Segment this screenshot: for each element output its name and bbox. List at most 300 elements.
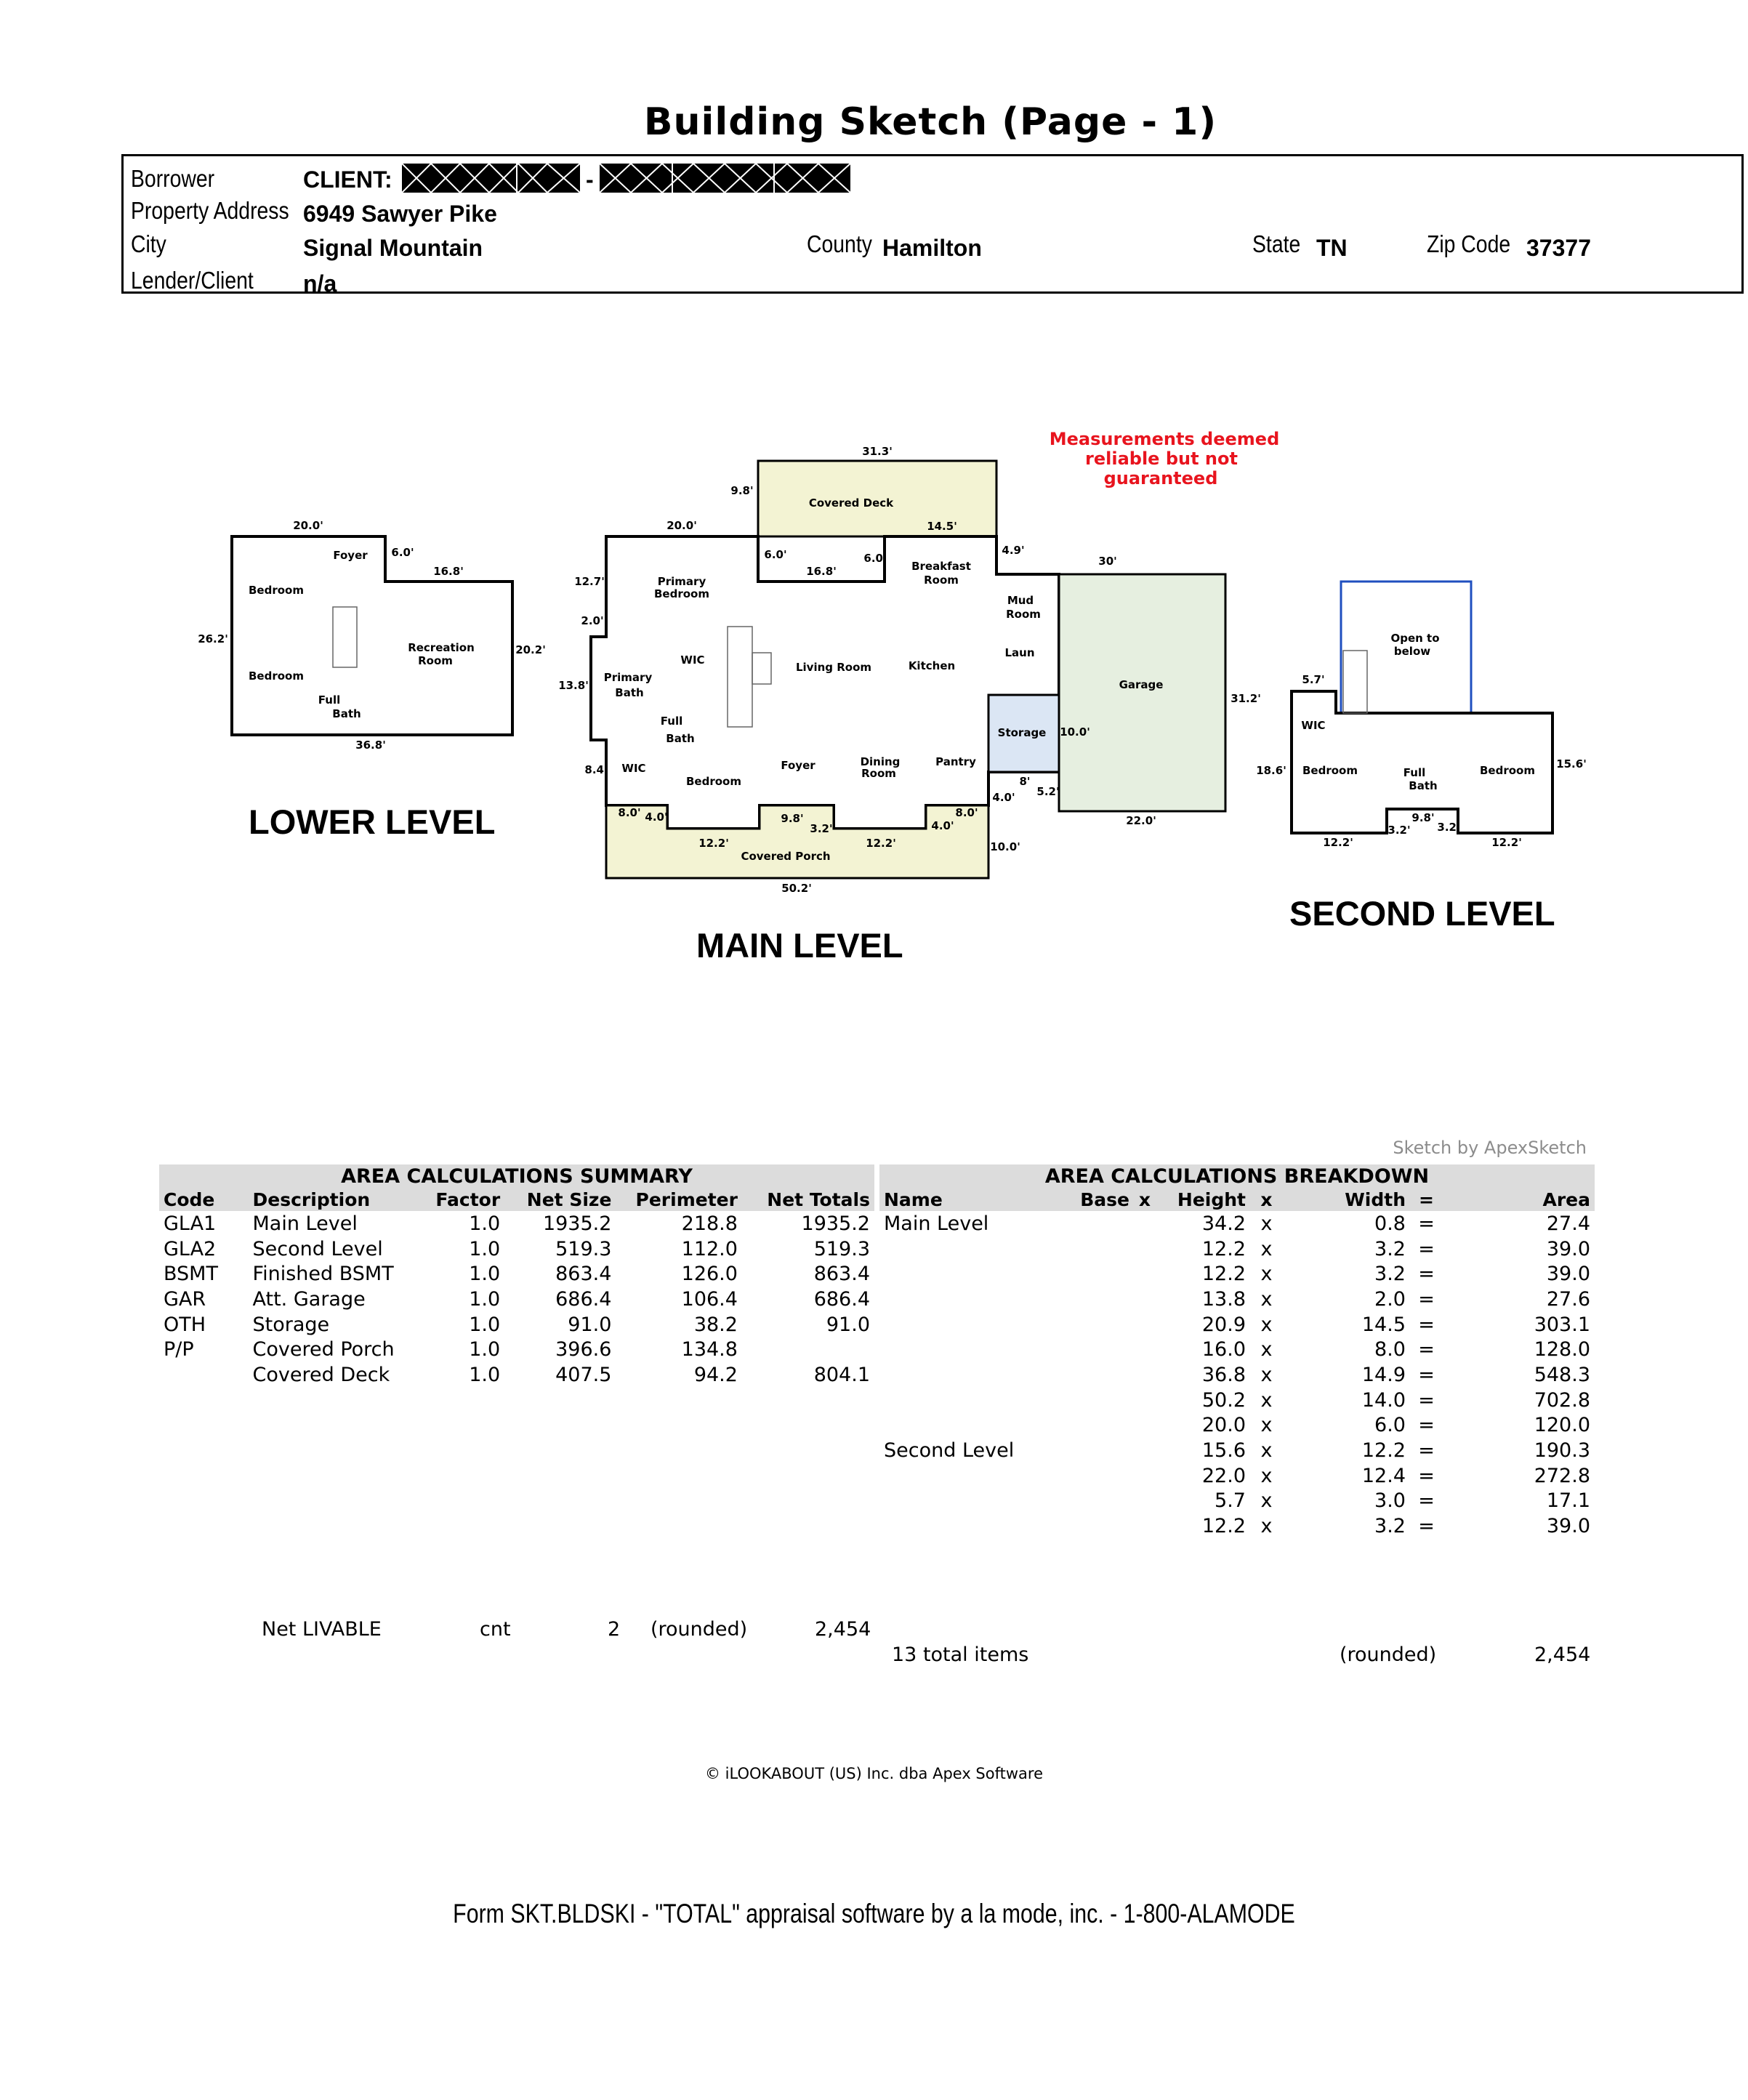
table-cell: x [1260,1489,1273,1513]
table-cell [879,1513,1076,1539]
address-label: Property Address [131,197,289,224]
table-cell: 686.4 [555,1287,612,1311]
table-cell: Finished BSMT [252,1263,394,1286]
table-cell [159,1362,249,1388]
column-header: Base [1076,1188,1134,1211]
table-cell: x [1260,1263,1273,1286]
state-label: State [1252,230,1301,257]
table-cell: 272.8 [1534,1464,1590,1487]
summary-caption: AREA CALCULATIONS SUMMARY [159,1164,874,1188]
zip-label: Zip Code [1427,230,1511,257]
room-label: Full [318,693,341,707]
county-value: Hamilton [882,235,982,261]
net-livable-label: Net LIVABLE [262,1618,382,1641]
table-cell [1076,1362,1134,1388]
table-cell: 8.0 [1374,1338,1406,1361]
table-cell: 39.0 [1546,1237,1590,1260]
room-label: Recreation [408,641,475,654]
table-cell: x [1260,1464,1273,1487]
table-cell: 1.0 [469,1287,501,1311]
table-cell: Storage [252,1313,330,1336]
dimension-label: 16.8' [806,565,837,578]
room-label: Room [1006,608,1041,621]
table-cell: = [1418,1313,1435,1336]
dimension-label: 30' [1098,555,1117,568]
table-row [879,1337,1595,1362]
total-items: 13 total items [892,1644,1029,1666]
table-cell: = [1418,1489,1435,1513]
lower-level-label: LOWER LEVEL [249,802,496,841]
room-label: Room [861,767,896,780]
county-label: County [807,230,872,257]
table-cell [1076,1261,1134,1287]
table-row [879,1513,1595,1539]
table-cell: 1.0 [469,1313,501,1336]
dimension-label: 10.0' [990,840,1020,853]
table-cell: OTH [164,1313,206,1336]
table-cell: = [1418,1287,1435,1311]
table-cell: Second Level [884,1439,1015,1463]
table-cell: 15.6 [1201,1439,1246,1463]
copyright-notice: © iLOOKABOUT (US) Inc. dba Apex Software [704,1765,1043,1782]
table-cell: x [1260,1237,1273,1260]
room-label: Room [418,654,453,667]
table-cell: = [1418,1515,1435,1538]
dimension-label: 12.2' [1323,836,1353,849]
dimension-label: 8.0' [618,806,641,819]
table-cell: 1.0 [469,1338,501,1361]
room-label: Bath [666,732,695,745]
table-cell [1134,1413,1156,1439]
table-cell: Covered Deck [252,1363,390,1386]
column-header: Area [1443,1188,1595,1211]
table-cell: 34.2 [1201,1212,1246,1235]
table-cell: x [1260,1439,1273,1463]
dimension-label: 10.0' [1060,725,1090,739]
table-cell: 1.0 [469,1212,501,1235]
table-row [159,1261,874,1287]
column-header: Net Size [504,1188,616,1211]
dimension-label: 8.0' [955,806,978,819]
table-cell: 14.5 [1361,1313,1406,1336]
city-value: Signal Mountain [303,235,483,261]
table-row [879,1489,1595,1514]
table-cell: 3.2 [1374,1237,1406,1260]
disclaimer-line: reliable but not [1085,448,1238,469]
room-label: Garage [1119,678,1164,691]
table-cell: x [1260,1515,1273,1538]
table-cell [879,1388,1076,1413]
table-cell [879,1463,1076,1489]
table-cell: 1.0 [469,1237,501,1260]
dimension-label: 22.0' [1126,814,1156,827]
form-footer [0,1899,1748,1929]
table-cell: 13.8 [1201,1287,1246,1311]
table-cell [1076,1489,1134,1514]
column-header: Width [1283,1188,1410,1211]
table-cell: = [1418,1388,1435,1412]
table-cell [1076,1287,1134,1312]
table-cell: 38.2 [693,1313,738,1336]
column-header: Factor [431,1188,504,1211]
table-cell: x [1260,1313,1273,1336]
room-label: WIC [621,762,646,775]
table-cell: 3.2 [1374,1515,1406,1538]
column-header: x [1250,1188,1283,1211]
table-cell: 3.2 [1374,1263,1406,1286]
table-cell: 36.8 [1201,1363,1246,1386]
table-cell: Att. Garage [252,1287,366,1311]
table-cell [1134,1362,1156,1388]
table-cell: x [1260,1338,1273,1361]
room-label: Covered Deck [808,496,894,510]
dimension-label: 5.7' [1302,673,1325,686]
table-cell: 303.1 [1534,1313,1590,1336]
sketch-credit: Sketch by ApexSketch [1393,1138,1587,1158]
table-cell: Main Level [884,1212,989,1235]
table-cell: 94.2 [693,1363,738,1386]
table-cell [1134,1438,1156,1463]
breakdown-rounded-label: (rounded) [1340,1644,1437,1666]
table-cell: 5.7 [1215,1489,1246,1513]
net-total: 2,454 [815,1618,871,1641]
lender-label: Lender/Client [131,267,254,294]
table-cell: GLA2 [164,1237,217,1260]
room-label: Bedroom [654,587,709,600]
table-cell: 218.8 [681,1212,738,1235]
table-cell [879,1489,1076,1514]
table-cell: 804.1 [813,1363,870,1386]
table-cell: 12.2 [1361,1439,1406,1463]
table-cell [1076,1236,1134,1262]
zip-value: 37377 [1526,235,1591,261]
table-cell: 12.2 [1201,1263,1246,1286]
table-row [879,1388,1595,1413]
dimension-label: 4.0' [931,819,954,832]
table-row [879,1287,1595,1312]
table-row [159,1211,874,1236]
table-cell: 128.0 [1534,1338,1590,1361]
city-label: City [131,230,166,257]
table-cell: x [1260,1363,1273,1386]
dimension-label: 2.0' [581,614,604,627]
table-cell [1076,1413,1134,1439]
table-row [159,1236,874,1262]
room-label: Dining [860,755,901,768]
table-cell: 27.4 [1546,1212,1590,1235]
room-label: Full [660,715,683,728]
garage-area [1059,574,1225,811]
table-cell [879,1337,1076,1362]
table-cell: 519.3 [813,1237,870,1260]
table-cell: 190.3 [1534,1439,1590,1463]
table-row [879,1261,1595,1287]
table-cell: GLA1 [164,1212,217,1235]
table-row [159,1287,874,1312]
dimension-label: 31.3' [862,445,893,458]
column-header: Net Totals [742,1188,874,1211]
dimension-label: 4.0' [645,810,668,824]
main-level-label: MAIN LEVEL [696,926,903,965]
dimension-label: 12.2' [866,837,896,850]
breakdown-caption: AREA CALCULATIONS BREAKDOWN [879,1164,1595,1188]
table-cell: 134.8 [681,1338,738,1361]
table-cell: Covered Porch [252,1338,395,1361]
state-value: TN [1316,235,1348,261]
dimension-label: 20.0' [666,519,697,532]
table-cell: 22.0 [1201,1464,1246,1487]
dimension-label: 3.2' [1437,821,1460,834]
dimension-label: 9.8' [1411,811,1435,824]
dimension-label: 12.2' [698,837,729,850]
dimension-label: 9.8' [781,812,804,825]
table-cell: 12.4 [1361,1464,1406,1487]
dimension-label: 6.0' [863,552,887,565]
disclaimer-line: guaranteed [1103,468,1218,488]
table-cell: 1935.2 [542,1212,612,1235]
dimension-label: 50.2' [781,882,812,895]
area-breakdown-table [879,1164,1595,1539]
dimension-label: 15.6' [1556,757,1587,771]
table-cell: P/P [164,1338,194,1361]
table-row [879,1312,1595,1337]
room-label: Primary [657,575,706,588]
net-count-label: cnt [480,1618,511,1641]
room-label: Bedroom [249,669,304,683]
dimension-label: 12.2' [1491,836,1522,849]
column-header: Height [1156,1188,1250,1211]
dimension-label: 36.8' [355,739,386,752]
room-label: Foyer [333,549,368,562]
room-label: Laun [1004,646,1035,659]
table-cell: 106.4 [681,1287,738,1311]
net-rounded-label: (rounded) [651,1618,748,1641]
table-cell [879,1362,1076,1388]
column-header: Description [249,1188,432,1211]
room-label: Bath [615,686,644,699]
room-label: Pantry [935,755,976,768]
room-label: Bath [332,707,361,720]
table-cell: x [1260,1287,1273,1311]
room-label: Foyer [781,759,815,772]
dimension-label: 20.2' [515,643,546,656]
room-label: Kitchen [908,659,956,672]
table-cell [1134,1463,1156,1489]
room-label: Bedroom [686,775,741,788]
table-cell [879,1261,1076,1287]
lower-level-outline [232,536,512,735]
table-cell: 702.8 [1534,1388,1590,1412]
table-cell: 17.1 [1546,1489,1590,1513]
column-header: Perimeter [616,1188,742,1211]
dimension-label: 4.0' [992,791,1015,804]
table-cell [1076,1312,1134,1337]
dimension-label: 12.7' [574,575,605,588]
room-label: Open to [1390,632,1440,645]
table-cell [1076,1463,1134,1489]
table-cell: 1.0 [469,1363,501,1386]
table-cell: x [1260,1212,1273,1235]
table-cell [1076,1513,1134,1539]
table-cell: 112.0 [681,1237,738,1260]
table-cell: 39.0 [1546,1515,1590,1538]
borrower-separator: - [586,166,594,193]
room-label: Primary [603,671,653,684]
room-label: WIC [680,653,705,667]
lender-value: n/a [303,270,337,297]
table-cell: 91.0 [568,1313,612,1336]
table-cell: 407.5 [555,1363,612,1386]
table-cell: 0.8 [1374,1212,1406,1235]
dimension-label: 31.2' [1231,692,1261,705]
table-cell [1134,1513,1156,1539]
borrower-value: CLIENT: [303,166,392,193]
room-label: Bedroom [249,584,304,597]
table-cell: 12.2 [1201,1237,1246,1260]
form-footer-text: Form SKT.BLDSKI - "TOTAL" appraisal software by a la mode, inc. - 1-800-ALAMODE [453,1899,1295,1928]
table-cell: 14.0 [1361,1388,1406,1412]
address-value: 6949 Sawyer Pike [303,201,497,227]
table-cell [742,1337,874,1362]
building-sketch [0,0,1748,1018]
table-row [879,1236,1595,1262]
table-cell: 686.4 [813,1287,870,1311]
table-cell: 39.0 [1546,1263,1590,1286]
table-cell [879,1287,1076,1312]
dimension-label: 8.4' [584,763,608,776]
dimension-label: 16.8' [433,565,464,578]
table-cell: = [1418,1464,1435,1487]
page-title: Building Sketch (Page - 1) [643,100,1217,144]
dimension-label: 13.8' [558,679,589,692]
table-cell: = [1418,1439,1435,1463]
dimension-label: 6.0' [391,546,414,559]
room-label: below [1393,645,1431,658]
table-cell [1076,1211,1134,1236]
dimension-label: 26.2' [198,632,228,645]
table-cell: 2.0 [1374,1287,1406,1311]
table-row [879,1438,1595,1463]
table-cell [1134,1337,1156,1362]
table-cell [1134,1287,1156,1312]
table-cell: = [1418,1212,1435,1235]
table-cell: 548.3 [1534,1363,1590,1386]
breakdown-total: 2,454 [1534,1644,1591,1666]
column-header: Name [879,1188,1076,1211]
table-cell [1076,1388,1134,1413]
area-summary-table [159,1164,874,1388]
disclaimer-line: Measurements deemed [1049,429,1280,449]
room-label: Breakfast [911,560,971,573]
dimension-label: 18.6' [1256,764,1286,777]
room-label: Room [924,574,959,587]
table-row [879,1362,1595,1388]
dimension-label: 8' [1019,775,1031,788]
table-cell [879,1312,1076,1337]
column-header: = [1410,1188,1443,1211]
table-row [159,1337,874,1362]
table-cell [1134,1312,1156,1337]
table-cell [1076,1337,1134,1362]
net-count: 2 [608,1618,621,1641]
table-cell [1134,1489,1156,1514]
room-label: WIC [1301,719,1326,732]
table-cell: 126.0 [681,1263,738,1286]
table-cell [1134,1261,1156,1287]
table-cell: 50.2 [1201,1388,1246,1412]
table-cell: 6.0 [1374,1414,1406,1437]
table-row [879,1463,1595,1489]
table-row [879,1211,1595,1236]
table-cell: 863.4 [813,1263,870,1286]
dimension-label: 3.2' [1387,824,1411,837]
table-cell: = [1418,1338,1435,1361]
table-cell: 1935.2 [801,1212,870,1235]
table-cell: 396.6 [555,1338,612,1361]
table-cell: = [1418,1263,1435,1286]
table-cell [1134,1211,1156,1236]
dimension-label: 5.2' [1036,785,1060,798]
table-cell: 3.0 [1374,1489,1406,1513]
dimension-label: 6.0' [764,548,787,561]
table-cell: x [1260,1388,1273,1412]
dimension-label: 14.5' [927,520,957,533]
dimension-label: 4.9' [1002,544,1025,557]
second-level-label: SECOND LEVEL [1289,894,1555,933]
table-cell [1134,1388,1156,1413]
table-cell: 14.9 [1361,1363,1406,1386]
table-cell [1076,1438,1134,1463]
room-label: Mud [1007,594,1034,607]
table-cell: Main Level [252,1212,358,1235]
table-cell: Second Level [252,1237,383,1260]
table-cell [879,1236,1076,1262]
table-row [159,1362,874,1388]
table-cell: 91.0 [826,1313,870,1336]
dimension-label: 9.8' [730,484,754,497]
table-cell: 12.2 [1201,1515,1246,1538]
room-label: Covered Porch [741,850,831,863]
table-cell: 863.4 [555,1263,612,1286]
dimension-label: 3.2' [810,822,833,835]
table-cell: 20.0 [1201,1414,1246,1437]
table-cell: x [1260,1414,1273,1437]
table-cell [879,1413,1076,1439]
table-cell: = [1418,1237,1435,1260]
room-label: Bath [1409,779,1438,792]
table-cell: 27.6 [1546,1287,1590,1311]
table-cell [1134,1236,1156,1262]
table-cell: BSMT [164,1263,218,1286]
table-cell: 1.0 [469,1263,501,1286]
table-cell: 120.0 [1534,1414,1590,1437]
borrower-label: Borrower [131,165,215,192]
room-label: Living Room [795,661,872,674]
dimension-label: 20.0' [293,519,323,532]
table-cell: GAR [164,1287,206,1311]
column-header: x [1134,1188,1156,1211]
table-cell: = [1418,1414,1435,1437]
room-label: Full [1403,766,1426,779]
room-label: Storage [997,726,1047,739]
table-cell: = [1418,1363,1435,1386]
table-cell: 519.3 [555,1237,612,1260]
table-cell: 16.0 [1201,1338,1246,1361]
table-row [879,1413,1595,1439]
room-label: Bedroom [1480,764,1535,777]
table-row [159,1312,874,1337]
room-label: Bedroom [1302,764,1358,777]
